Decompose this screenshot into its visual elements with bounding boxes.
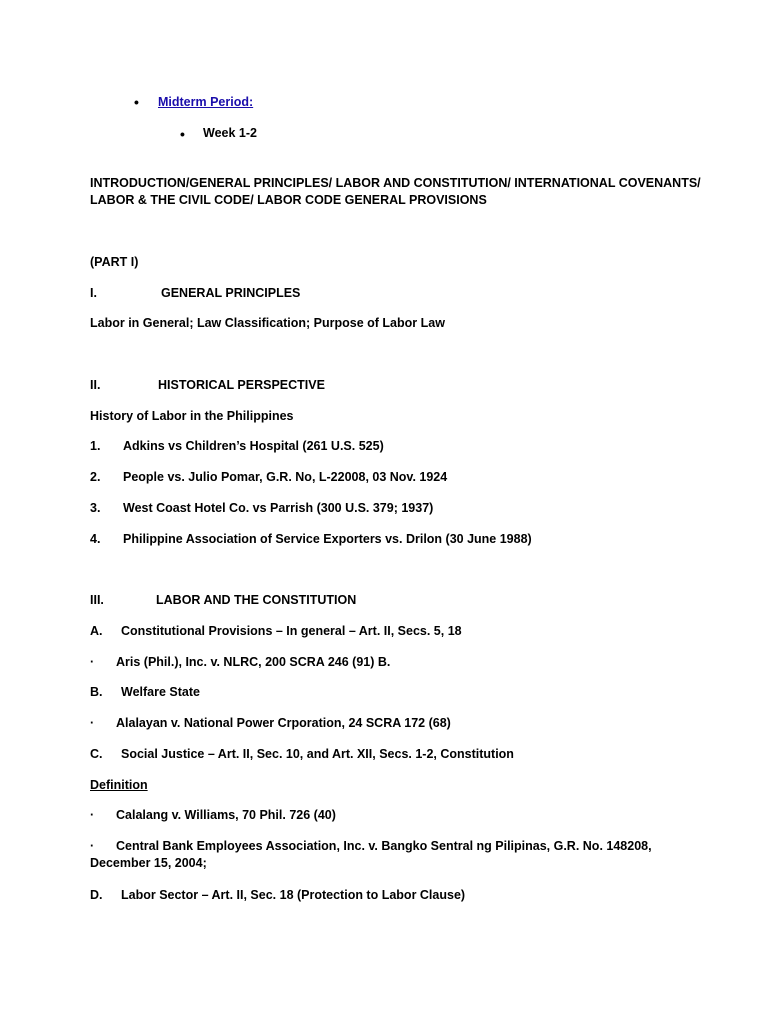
case-item: 1. Adkins vs Children’s Hospital (261 U.S. 525) (90, 439, 384, 453)
midterm-period-link[interactable]: Midterm Period: (158, 95, 254, 109)
definition-label: Definition (90, 778, 148, 792)
section-2-title: HISTORICAL PERSPECTIVE (158, 378, 325, 392)
case-item: 2. People vs. Julio Pomar, G.R. No, L-22008, 03 Nov. 1924 (90, 470, 448, 484)
part-label: (PART I) (90, 255, 139, 269)
middle-dot-icon: · (90, 716, 95, 730)
intro-heading-line1: INTRODUCTION/GENERAL PRINCIPLES/ LABOR AND CONSTITUTION/ INTERNATIONAL COVENANTS/ (90, 176, 701, 190)
section-1-description: Labor in General; Law Classification; Purpose of Labor Law (90, 316, 445, 330)
subsection-b: B. Welfare State (90, 685, 200, 699)
case-item: 4. Philippine Association of Service Exporters vs. Drilon (30 June 1988) (90, 532, 532, 546)
section-2-heading (90, 378, 325, 392)
subsection-a: A. Constitutional Provisions – In general – Art. II, Secs. 5, 18 (90, 624, 462, 638)
section-1-title: GENERAL PRINCIPLES (161, 286, 301, 300)
section-2-description: History of Labor in the Philippines (90, 409, 294, 423)
section-1-number: I. (90, 286, 97, 300)
subsection-c: C. Social Justice – Art. II, Sec. 10, and Art. XII, Secs. 1-2, Constitution (90, 747, 514, 761)
middle-dot-icon: · (90, 839, 95, 853)
subsection-d: D. Labor Sector – Art. II, Sec. 18 (Protection to Labor Clause) (90, 888, 466, 902)
case-item: · Aris (Phil.), Inc. v. NLRC, 200 SCRA 246 (91) B. (90, 655, 391, 669)
case-item: · Central Bank Employees Association, Inc. v. Bangko Sentral ng Pilipinas, G.R. No. 148208, (90, 839, 652, 853)
section-3-number: III. (90, 593, 104, 607)
case-item: · Calalang v. Williams, 70 Phil. 726 (40) (90, 808, 336, 822)
case-item: · Alalayan v. National Power Crporation, 24 SCRA 172 (68) (90, 716, 451, 730)
intro-heading-line2: LABOR & THE CIVIL CODE/ LABOR CODE GENERAL PROVISIONS (90, 193, 487, 207)
section-2-number: II. (90, 378, 101, 392)
section-3-title: LABOR AND THE CONSTITUTION (156, 593, 357, 607)
case-item: 3. West Coast Hotel Co. vs Parrish (300 U.S. 379; 1937) (90, 501, 434, 515)
week-label: Week 1-2 (203, 126, 257, 140)
middle-dot-icon: · (90, 655, 95, 669)
middle-dot-icon: · (90, 808, 95, 822)
bullet-dot-icon: • (180, 126, 185, 142)
section-1-heading (90, 286, 300, 300)
case-item-continuation: December 15, 2004; (90, 856, 207, 870)
section-3-heading (90, 593, 356, 607)
bullet-dot-icon: • (134, 94, 139, 110)
